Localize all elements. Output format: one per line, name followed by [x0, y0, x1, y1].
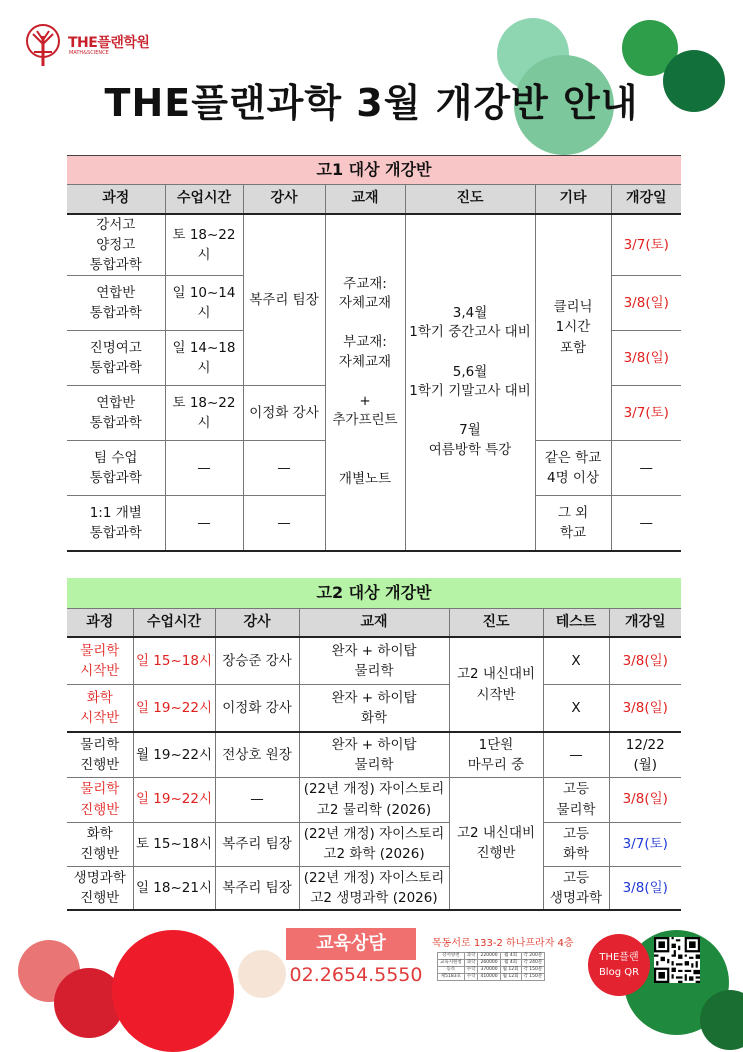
teacher-cell: — [215, 777, 299, 822]
teacher-cell: 전상호 원장 [215, 732, 299, 777]
tree-icon [24, 22, 62, 68]
table-row [67, 637, 681, 684]
book-cell: (22년 개정) 자이스토리 고2 화학 (2026) [299, 822, 449, 866]
column-header: 교재 [325, 185, 405, 214]
column-header: 수업시간 [133, 608, 215, 637]
course-cell: 연합반 통합과학 [67, 386, 165, 441]
teacher-cell: 복주리 팀장 [243, 214, 325, 386]
time-cell: 토 18~22시 [165, 386, 243, 441]
column-header: 개강일 [609, 608, 681, 637]
time-cell: 일 10~14시 [165, 276, 243, 331]
fee-cell: 수학 [464, 967, 478, 974]
teacher-cell: 장승준 강사 [215, 637, 299, 684]
start-date-cell: 12/22 (월) [609, 732, 681, 777]
start-date-cell: 3/8(일) [609, 777, 681, 822]
course-cell: 생명과학 진행반 [67, 866, 133, 910]
blog-badge[interactable] [588, 934, 650, 996]
fee-cell: 각 200분 [521, 953, 545, 960]
column-header: 강사 [243, 185, 325, 214]
teacher-cell: — [243, 496, 325, 551]
blog-qr-label: Blog QR [598, 967, 640, 978]
section-title: 고1 대상 개강반 [67, 156, 681, 185]
fee-cell: 수학 [464, 974, 478, 981]
column-header: 수업시간 [165, 185, 243, 214]
start-date-cell: 3/8(일) [609, 684, 681, 732]
column-header: 강사 [215, 608, 299, 637]
teacher-cell: — [243, 441, 325, 496]
fee-cell: 제5183호 [438, 974, 465, 981]
time-cell: — [165, 496, 243, 551]
course-cell: 연합반 통합과학 [67, 276, 165, 331]
test-cell: 고등 물리학 [543, 777, 609, 822]
book-cell: 완자 + 하이탑 물리학 [299, 732, 449, 777]
fee-cell: 260000 [478, 960, 500, 967]
teacher-cell: 복주리 팀장 [215, 866, 299, 910]
time-cell: 토 18~22시 [165, 214, 243, 276]
course-cell: 팀 수업 통합과학 [67, 441, 165, 496]
start-date-cell: 3/7(토) [609, 822, 681, 866]
table-row [67, 732, 681, 777]
column-header: 진도 [405, 185, 535, 214]
decor-circle [238, 950, 286, 998]
book-cell: 완자 + 하이탑 화학 [299, 684, 449, 732]
address: 목동서로 133-2 하나프라자 4층 [432, 938, 574, 949]
fee-cell: 각 240분 [521, 960, 545, 967]
consult-badge: 교육상담 [286, 928, 416, 960]
time-cell: 토 15~18시 [133, 822, 215, 866]
book-cell: 완자 + 하이탑 물리학 [299, 637, 449, 684]
fee-cell: 월 12회 [500, 974, 521, 981]
course-cell: 화학 진행반 [67, 822, 133, 866]
logo-text: THE플랜학원 [68, 35, 150, 51]
test-cell: 고등 화학 [543, 822, 609, 866]
logo-subtext: MATH&SCIENCE [69, 50, 109, 56]
course-cell: 진명여고 통합과학 [67, 331, 165, 386]
start-date-cell: 3/8(일) [609, 637, 681, 684]
decor-circle [112, 930, 234, 1052]
book-cell: 주교재: 자체교재 부교재: 자체교재 + 추가프린트 개별노트 [325, 214, 405, 551]
table-grade1 [67, 155, 681, 552]
table-grade2 [67, 578, 681, 911]
table-row [67, 866, 681, 910]
progress-cell: 3,4월 1학기 중간고사 대비 5,6월 1학기 기말고사 대비 7월 여름방학 특강 [405, 214, 535, 551]
fee-cell: 교육지원청 [438, 960, 465, 967]
column-header: 테스트 [543, 608, 609, 637]
test-cell: 고등 생명과학 [543, 866, 609, 910]
fee-cell: 강서양천 [438, 953, 465, 960]
fee-cell: 410000 [478, 974, 500, 981]
table-row [67, 214, 681, 276]
start-date-cell: 3/7(토) [611, 214, 681, 276]
fee-cell: 월 4회 [500, 953, 521, 960]
test-cell: X [543, 637, 609, 684]
column-header: 교재 [299, 608, 449, 637]
table-row [67, 822, 681, 866]
progress-cell: 고2 내신대비 진행반 [449, 777, 543, 910]
start-date-cell: 3/8(일) [611, 276, 681, 331]
start-date-cell: 3/8(일) [609, 866, 681, 910]
brand-logo [24, 22, 174, 72]
section-title: 고2 대상 개강반 [67, 578, 681, 608]
start-date-cell: 3/8(일) [611, 331, 681, 386]
fee-cell: 월 12회 [500, 967, 521, 974]
fee-cell: 220000 [478, 953, 500, 960]
teacher-cell: 복주리 팀장 [215, 822, 299, 866]
fee-cell: 과학 [464, 960, 478, 967]
fee-cell: 월 4회 [500, 960, 521, 967]
time-cell: 일 15~18시 [133, 637, 215, 684]
course-cell: 화학 시작반 [67, 684, 133, 732]
book-cell: (22년 개정) 자이스토리 고2 생명과학 (2026) [299, 866, 449, 910]
time-cell: 일 14~18시 [165, 331, 243, 386]
qr-code-icon[interactable] [654, 937, 700, 983]
start-date-cell: — [611, 441, 681, 496]
fee-cell: 각 150분 [521, 967, 545, 974]
fee-table [437, 952, 545, 981]
course-cell: 물리학 진행반 [67, 732, 133, 777]
etc-cell: 그 외 학교 [535, 496, 611, 551]
progress-cell: 고2 내신대비 시작반 [449, 637, 543, 732]
start-date-cell: 3/7(토) [611, 386, 681, 441]
test-cell: — [543, 732, 609, 777]
etc-cell: 같은 학교 4명 이상 [535, 441, 611, 496]
book-cell: (22년 개정) 자이스토리 고2 물리학 (2026) [299, 777, 449, 822]
fee-cell: 과학 [464, 953, 478, 960]
column-header: 기타 [535, 185, 611, 214]
test-cell: X [543, 684, 609, 732]
course-cell: 물리학 시작반 [67, 637, 133, 684]
column-header: 진도 [449, 608, 543, 637]
start-date-cell: — [611, 496, 681, 551]
table-row [67, 684, 681, 732]
time-cell: 일 19~22시 [133, 684, 215, 732]
time-cell: 일 19~22시 [133, 777, 215, 822]
column-header: 개강일 [611, 185, 681, 214]
course-cell: 1:1 개별 통합과학 [67, 496, 165, 551]
time-cell: 일 18~21시 [133, 866, 215, 910]
fee-cell: 370000 [478, 967, 500, 974]
progress-cell: 1단원 마무리 중 [449, 732, 543, 777]
table-row [67, 777, 681, 822]
time-cell: 월 19~22시 [133, 732, 215, 777]
etc-cell: 클리닉 1시간 포함 [535, 214, 611, 441]
blog-label: THE플랜 [599, 952, 639, 963]
teacher-cell: 이정화 강사 [215, 684, 299, 732]
column-header: 과정 [67, 608, 133, 637]
teacher-cell: 이정화 강사 [243, 386, 325, 441]
page-title: THE플랜과학 3월 개강반 안내 [104, 81, 639, 125]
phone-number[interactable]: 02.2654.5550 [289, 964, 423, 986]
column-header: 과정 [67, 185, 165, 214]
fee-cell: 각 150분 [521, 974, 545, 981]
time-cell: — [165, 441, 243, 496]
fee-cell: 등록 [438, 967, 465, 974]
course-cell: 강서고 양정고 통합과학 [67, 214, 165, 276]
course-cell: 물리학 진행반 [67, 777, 133, 822]
